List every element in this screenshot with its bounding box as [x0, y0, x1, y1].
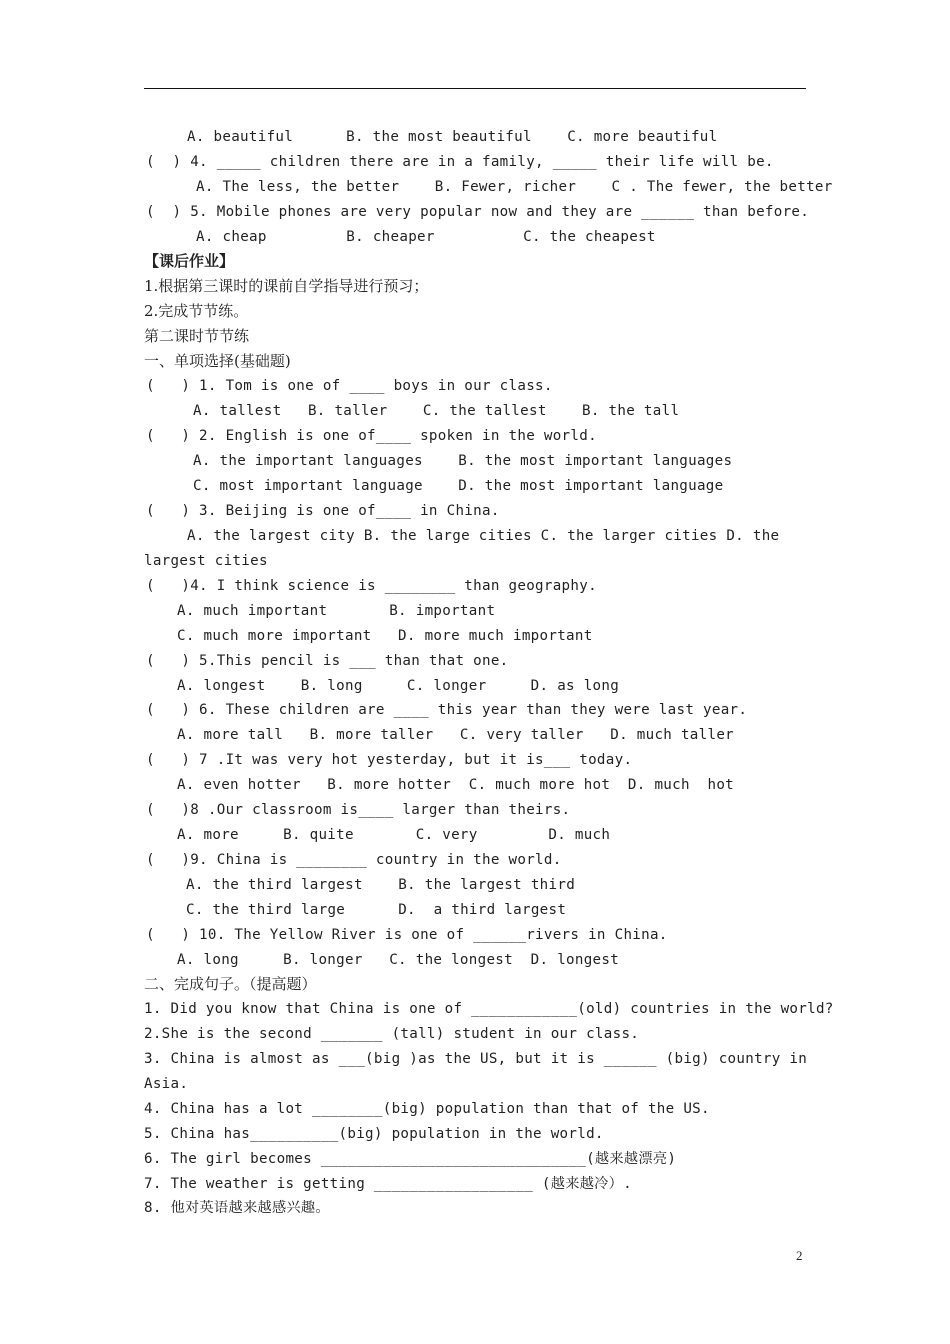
mc-question-1: ( ) 1. Tom is one of ____ boys in our class.: [146, 378, 553, 394]
mc-options-9b: C. the third large D. a third largest: [186, 902, 567, 918]
mc-options-2b: C. most important language D. the most important language: [193, 478, 724, 494]
part-one-heading: 一、单项选择(基础题): [144, 352, 291, 370]
mc-options-4a: A. much important B. important: [177, 603, 496, 619]
fill-sentence-3-cont: Asia.: [144, 1076, 189, 1092]
mc-options-3: A. the largest city B. the large cities C. the larger cities D. the: [187, 528, 780, 544]
mc-options-2a: A. the important languages B. the most important languages: [193, 453, 733, 469]
mc-question-10: ( ) 10. The Yellow River is one of ______rivers in China.: [146, 927, 668, 943]
q5-options: A. cheap B. cheaper C. the cheapest: [196, 229, 656, 245]
mc-question-9: ( )9. China is ________ country in the world.: [146, 852, 562, 868]
mc-options-10: A. long B. longer C. the longest D. longest: [177, 952, 620, 968]
mc-options-6: A. more tall B. more taller C. very taller D. much taller: [177, 727, 735, 743]
fill-sentence-6: 6. The girl becomes ______________________________(越来越漂亮): [144, 1151, 677, 1167]
fill-sentence-5: 5. China has__________(big) population in the world.: [144, 1126, 604, 1142]
mc-options-7: A. even hotter B. more hotter C. much more hot D. much hot: [177, 777, 735, 793]
mc-question-3: ( ) 3. Beijing is one of____ in China.: [146, 503, 500, 519]
homework-item-2: 2.完成节节练。: [144, 302, 249, 320]
mc-options-4b: C. much more important D. more much important: [177, 628, 593, 644]
fill-sentence-8: 8. 他对英语越来越感兴趣。: [144, 1200, 330, 1216]
question-4: ( ) 4. _____ children there are in a family, _____ their life will be.: [146, 154, 774, 170]
fill-sentence-2: 2.She is the second _______ (tall) student in our class.: [144, 1026, 640, 1042]
mc-question-6: ( ) 6. These children are ____ this year than they were last year.: [146, 702, 748, 718]
part-two-heading: 二、完成句子。（提高题）: [144, 975, 317, 993]
mc-question-7: ( ) 7 .It was very hot yesterday, but it is___ today.: [146, 752, 633, 768]
mc-options-3-cont: largest cities: [144, 553, 268, 569]
fill-sentence-1: 1. Did you know that China is one of ____________(old) countries in the world?: [144, 1001, 834, 1017]
question-5: ( ) 5. Mobile phones are very popular now and they are ______ than before.: [146, 204, 810, 220]
homework-item-1: 1.根据第三课时的课前自学指导进行预习；: [144, 277, 429, 295]
mc-options-8: A. more B. quite C. very D. much: [177, 827, 611, 843]
q4-prev-options: A. beautiful B. the most beautiful C. more beautiful: [187, 129, 718, 145]
header-rule: [144, 88, 806, 89]
page-number: 2: [796, 1248, 803, 1263]
mc-options-1: A. tallest B. taller C. the tallest B. the tall: [193, 403, 680, 419]
fill-sentence-4: 4. China has a lot ________(big) population than that of the US.: [144, 1101, 710, 1117]
fill-sentence-3: 3. China is almost as ___(big )as the US, but it is ______ (big) country in: [144, 1051, 808, 1067]
q4-options: A. The less, the better B. Fewer, richer C . The fewer, the better: [196, 179, 833, 195]
mc-question-2: ( ) 2. English is one of____ spoken in the world.: [146, 428, 597, 444]
mc-question-5: ( ) 5.This pencil is ___ than that one.: [146, 653, 509, 669]
mc-question-4: ( )4. I think science is ________ than geography.: [146, 578, 597, 594]
homework-heading: 【课后作业】: [144, 252, 235, 270]
section-title: 第二课时节节练: [144, 327, 250, 345]
mc-question-8: ( )8 .Our classroom is____ larger than theirs.: [146, 802, 571, 818]
mc-options-5: A. longest B. long C. longer D. as long: [177, 678, 620, 694]
fill-sentence-7: 7. The weather is getting __________________ (越来越冷）.: [144, 1176, 632, 1192]
mc-options-9a: A. the third largest B. the largest third: [186, 877, 576, 893]
